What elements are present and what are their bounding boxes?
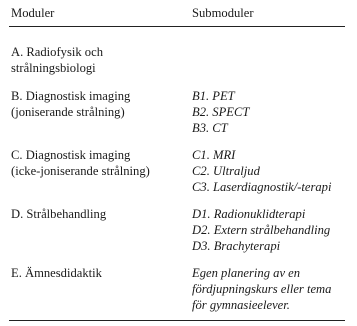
header-submodules: Submoduler — [192, 6, 254, 20]
submodule-cell — [192, 206, 344, 254]
submodule-line: D1. Radionuklidterapi — [192, 207, 306, 221]
submodule-line: Egen planering av en — [192, 266, 301, 280]
module-cell — [11, 88, 181, 120]
module-line: E. Ämnesdidaktik — [11, 266, 102, 280]
submodule-line: B1. PET — [192, 89, 235, 103]
submodule-line: fördjupningskurs eller tema — [192, 282, 332, 296]
submodule-cell — [192, 147, 344, 195]
module-cell — [11, 206, 181, 222]
submodule-line: D3. Brachyterapi — [192, 239, 281, 253]
submodule-line: D2. Extern strålbehandling — [192, 223, 331, 237]
submodule-line: för gymnasieelever. — [192, 298, 290, 312]
module-cell — [11, 147, 181, 179]
submodule-line: B2. SPECT — [192, 105, 250, 119]
module-line: A. Radiofysik och — [11, 45, 103, 59]
submodule-line: B3. CT — [192, 121, 228, 135]
submodule-line: C1. MRI — [192, 148, 236, 162]
module-cell — [11, 265, 181, 281]
submodule-line: C3. Laserdiagnostik/-terapi — [192, 180, 332, 194]
module-line: strålningsbiologi — [11, 61, 96, 75]
modules-table — [9, 0, 345, 312]
module-line: (icke-joniserande strålning) — [11, 164, 150, 178]
table-header — [9, 0, 345, 27]
module-line: C. Diagnostisk imaging — [11, 148, 131, 162]
submodule-cell — [192, 265, 344, 313]
module-cell — [11, 44, 181, 76]
table-bottom-rule — [9, 320, 345, 321]
module-line: (joniserande strålning) — [11, 105, 125, 119]
module-line: D. Strålbehandling — [11, 207, 107, 221]
header-modules: Moduler — [11, 6, 55, 20]
module-line: B. Diagnostisk imaging — [11, 89, 131, 103]
submodule-line: C2. Ultraljud — [192, 164, 260, 178]
submodule-cell — [192, 88, 344, 136]
